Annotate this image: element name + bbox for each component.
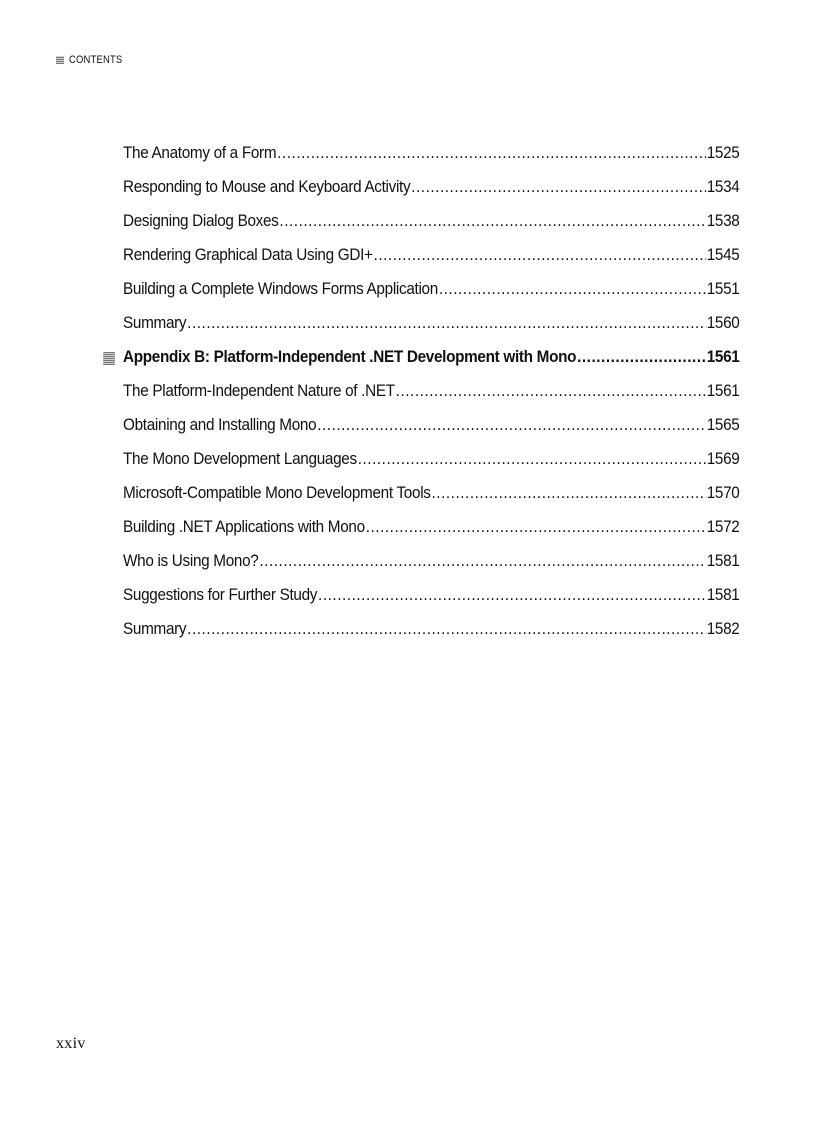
toc-entry: [123, 544, 740, 578]
toc-entry-title: Summary: [123, 619, 187, 638]
toc-entry-title: Building .NET Applications with Mono: [123, 517, 365, 536]
table-of-contents: [123, 136, 740, 646]
dot-leader: [432, 476, 706, 510]
toc-entry-page: 1581: [706, 551, 740, 570]
toc-entry-title: Rendering Graphical Data Using GDI+: [123, 245, 373, 264]
toc-entry: [123, 442, 740, 476]
dot-leader: [396, 374, 706, 408]
toc-entry: [123, 136, 740, 170]
toc-entry: [123, 170, 740, 204]
header-label: CONTENTS: [69, 54, 123, 66]
running-header: [56, 54, 131, 66]
dot-leader: [366, 510, 706, 544]
toc-entry-title: Building a Complete Windows Forms Application: [123, 279, 438, 298]
toc-entry: [123, 408, 740, 442]
toc-entry-title: Obtaining and Installing Mono: [123, 415, 317, 434]
dot-leader: [439, 272, 706, 306]
toc-entry-page: 1569: [706, 449, 740, 468]
dot-leader: [358, 442, 706, 476]
toc-entry-title: The Anatomy of a Form: [123, 143, 277, 162]
toc-entry: [123, 612, 740, 646]
dot-leader: [577, 340, 706, 374]
toc-chapter-title: Appendix B: Platform-Independent .NET Development with Mono: [123, 347, 577, 366]
toc-entry: [123, 510, 740, 544]
dot-leader: [411, 170, 706, 204]
toc-entry: [123, 204, 740, 238]
toc-entry: [123, 238, 740, 272]
toc-entry-page: 1525: [706, 143, 740, 162]
toc-entry-title: The Platform-Independent Nature of .NET: [123, 381, 395, 400]
toc-entry: [123, 374, 740, 408]
page-number: xxiv: [56, 1035, 86, 1052]
toc-entry-page: 1560: [706, 313, 740, 332]
dot-leader: [318, 578, 706, 612]
toc-chapter-page: 1561: [706, 347, 740, 366]
toc-entry-page: 1570: [706, 483, 740, 502]
dot-leader: [374, 238, 706, 272]
toc-entry-page: 1572: [706, 517, 740, 536]
toc-entry-title: Designing Dialog Boxes: [123, 211, 279, 230]
dot-leader: [317, 408, 706, 442]
dot-leader: [187, 612, 706, 646]
toc-entry-title: Who is Using Mono?: [123, 551, 259, 570]
toc-entry-title: Suggestions for Further Study: [123, 585, 318, 604]
toc-entry: [123, 306, 740, 340]
toc-entry: [123, 476, 740, 510]
dot-leader: [279, 204, 705, 238]
toc-entry: [123, 272, 740, 306]
toc-entry-title: The Mono Development Languages: [123, 449, 357, 468]
toc-entry-page: 1545: [706, 245, 740, 264]
dot-leader: [187, 306, 706, 340]
toc-entry-title: Responding to Mouse and Keyboard Activity: [123, 177, 411, 196]
toc-entry-page: 1551: [706, 279, 740, 298]
dot-leader: [259, 544, 705, 578]
toc-entry: [123, 578, 740, 612]
toc-entry-page: 1582: [706, 619, 740, 638]
toc-entry-title: Summary: [123, 313, 187, 332]
toc-entry-title: Microsoft-Compatible Mono Development Tools: [123, 483, 431, 502]
toc-entry-page: 1534: [706, 177, 740, 196]
toc-entry-page: 1581: [706, 585, 740, 604]
toc-chapter-entry: [123, 340, 740, 374]
toc-entry-page: 1561: [706, 381, 740, 400]
chapter-marker-icon: [103, 352, 115, 365]
dot-leader: [277, 136, 706, 170]
toc-entry-page: 1565: [706, 415, 740, 434]
section-marker-icon: [56, 56, 64, 64]
toc-entry-page: 1538: [706, 211, 740, 230]
